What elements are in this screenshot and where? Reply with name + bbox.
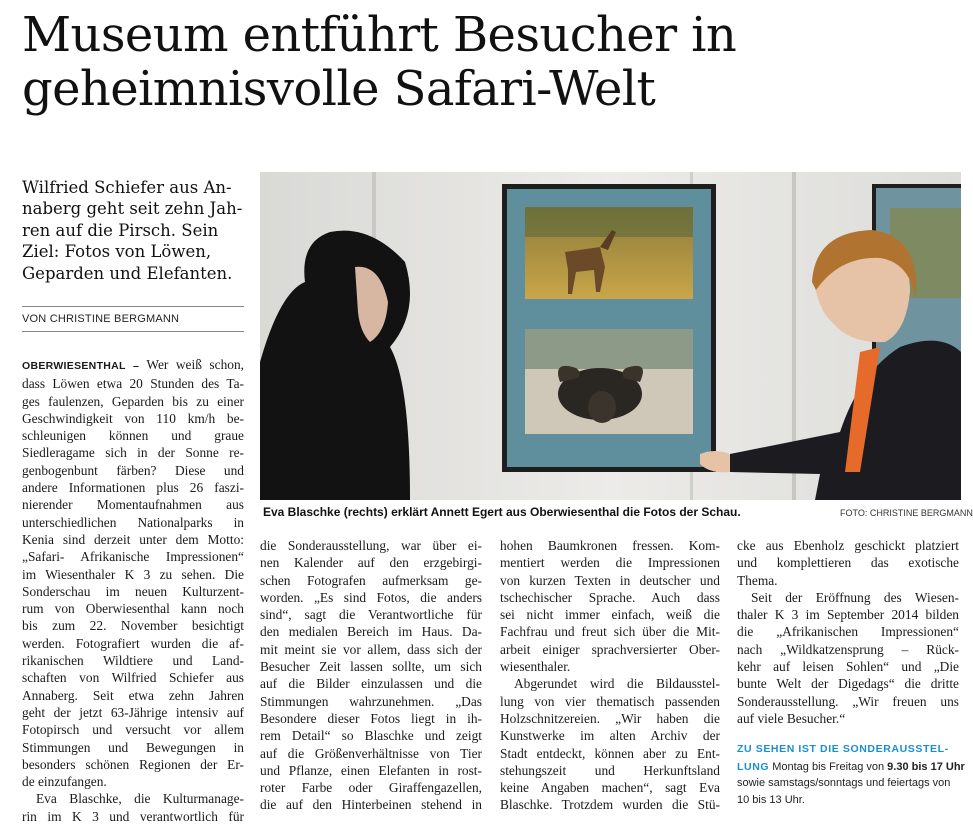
photo-credit: FOTO: CHRISTINE BERGMANN bbox=[840, 508, 973, 518]
article-line: worden. „Es sind Fotos, die anders bbox=[260, 589, 482, 605]
article-line: bunte Welt der Digedags“ die dritte bbox=[737, 676, 959, 692]
infobox-line bbox=[737, 740, 959, 758]
article-line: de einzufangen. bbox=[22, 774, 107, 790]
byline-rule-top bbox=[22, 306, 244, 307]
article-line: thaler K 3 im September 2014 bilden bbox=[737, 607, 959, 623]
article-line: wiesenthaler. bbox=[500, 659, 571, 675]
article-line: Kenia sind derzeit unter dem Motto: bbox=[22, 531, 244, 547]
article-photo bbox=[260, 172, 961, 500]
article-line: rikanischen Wildtiere und Land- bbox=[22, 653, 244, 669]
article-line: Sonderschau im neuen Kulturzent- bbox=[22, 583, 244, 599]
headline bbox=[22, 8, 962, 116]
infobox-text: Montag bis Freitag von bbox=[769, 760, 888, 773]
article-line: auf die Bilder einzulassen und die bbox=[260, 676, 482, 692]
article-line: sind“, sagt die Verantwortliche für bbox=[260, 607, 482, 623]
infobox-heading: ZU SEHEN IST DIE SONDERAUSSTEL- bbox=[737, 743, 949, 755]
article-line: Besondere dieser Fotos liegt in ih- bbox=[260, 710, 482, 726]
article-line: Eva Blaschke, die Kulturmanage- bbox=[36, 791, 244, 807]
article-line: „Safari- Afrikanische Impressionen“ bbox=[22, 549, 244, 565]
article-column-2 bbox=[260, 537, 482, 814]
article-line: cke aus Ebenholz geschickt platziert bbox=[737, 538, 959, 553]
article-line: OBERWIESENTHAL – Wer weiß schon, bbox=[22, 357, 244, 372]
article-line: Siedleragame sich in der Sonne re- bbox=[22, 445, 244, 461]
article-line: rum von Oberwiesenthal kann noch bbox=[22, 601, 244, 617]
teaser-line: naberg geht seit zehn Jah- bbox=[22, 199, 243, 219]
teaser-line: ren auf die Pirsch. Sein bbox=[22, 220, 219, 240]
article-line: schen Fotografen aufmerksam ge- bbox=[260, 572, 482, 588]
teaser-line: Geparden und Elefanten. bbox=[22, 263, 233, 283]
framed-photo-main bbox=[502, 184, 716, 472]
article-line: bis zum 22. November besichtigt bbox=[22, 618, 244, 634]
article-line: Fotopirsch und versucht vor allem bbox=[22, 722, 244, 738]
article-line: auf viele Besucher.“ bbox=[737, 710, 846, 726]
byline-rule-bottom bbox=[22, 331, 244, 332]
article-line: die Sonderausstellung, war über ei- bbox=[260, 538, 482, 553]
article-line: dass Löwen etwa 20 Stunden des Ta- bbox=[22, 376, 244, 392]
article-line: Stadt entdeckt, können aber zu Ent- bbox=[500, 745, 720, 761]
article-line: und komplettieren das exotische bbox=[737, 555, 959, 571]
article-line: Fachfrau und freut sich über die Mit- bbox=[500, 624, 720, 640]
article-line: sei nicht immer einfach, weiß die bbox=[500, 607, 720, 623]
article-line: Seit der Eröffnung des Wiesen- bbox=[751, 589, 959, 605]
article-line: die „Afrikanischen Impressionen“ bbox=[737, 624, 959, 640]
article-line: und Pflanze, einen Elefanten in rost- bbox=[260, 762, 482, 778]
article-line: geht der jetzt 63-Jährige intensiv auf bbox=[22, 704, 244, 720]
article-line: tschechischer Sprache. Auch dass bbox=[500, 589, 720, 605]
article-line: lung von vier thematisch passenden bbox=[500, 693, 720, 709]
infobox-heading: LUNG bbox=[737, 760, 770, 773]
article-line: mentiert werden die Impressionen bbox=[500, 555, 720, 571]
article-line: die auf den Hinterbeinen stehend in bbox=[260, 797, 482, 813]
article-line: von kurzen Texten in deutscher und bbox=[500, 572, 720, 588]
photo-illustration bbox=[260, 172, 961, 500]
byline: VON CHRISTINE BERGMANN bbox=[22, 313, 180, 325]
article-column-3 bbox=[500, 537, 720, 814]
article-line: kehr auf leisen Sohlen“ und „Die bbox=[737, 659, 959, 675]
article-line: ges faulenzen, Geparden bis zu einer bbox=[22, 393, 244, 409]
article-line: roter Farbe oder Giraffengazellen, bbox=[260, 780, 482, 796]
article-line: Holzschnitzereien. „Wir haben die bbox=[500, 710, 720, 726]
article-line: andere Informationen plus 26 faszi- bbox=[22, 480, 244, 496]
article-line: im Wiesenthaler K 3 zu sehen. Die bbox=[22, 566, 244, 582]
article-line: rin im K 3 und verantwortlich für bbox=[22, 808, 244, 824]
article-line: keine Angaben machen“, sagt Eva bbox=[500, 780, 720, 796]
article-column-4 bbox=[737, 537, 959, 727]
infobox-line: sowie samstags/sonntags und feiertags von bbox=[737, 777, 951, 789]
infobox-line bbox=[737, 758, 965, 776]
article-line: den medialen Bereich im Haus. Da- bbox=[260, 624, 482, 640]
article-line: mit meint sie vor allem, dass sich der bbox=[260, 641, 482, 657]
photo-caption: Eva Blaschke (rechts) erklärt Annett Egert aus Oberwiesenthal die Fotos der Schau. bbox=[263, 505, 741, 519]
article-line: genbogenbunt färben? Diese und bbox=[22, 462, 244, 478]
article-line: Stimmungen wahrzunehmen. „Das bbox=[260, 693, 482, 709]
dateline: OBERWIESENTHAL – bbox=[22, 360, 140, 372]
article-line: besonders schönen Regionen der Er- bbox=[22, 756, 244, 772]
article-line: rem Detail“ so Blaschke und zeigt bbox=[260, 728, 482, 744]
article-line: Kunstwerke im alten Archiv der bbox=[500, 728, 720, 744]
article-line: nierender Momentaufnahmen aus bbox=[22, 497, 244, 513]
teaser bbox=[22, 177, 244, 284]
infobox-line: 10 bis 13 Uhr. bbox=[737, 793, 805, 806]
article-line: werden. Fotografiert wurden die af- bbox=[22, 635, 244, 651]
article-line: schaften von Wilfried Schiefer aus bbox=[22, 670, 244, 686]
article-line: Annaberg. Seit etwa zehn Jahren bbox=[22, 687, 244, 703]
article-line: Sonderausstellung. „Wir freuen uns bbox=[737, 693, 959, 709]
infobox bbox=[737, 740, 965, 808]
teaser-line: Wilfried Schiefer aus An- bbox=[22, 178, 232, 197]
article-line: arbeit einiger sprachversierter Ober- bbox=[500, 641, 720, 657]
article-line: nach „Wildkatzensprung – Rück- bbox=[737, 641, 959, 657]
article-line: stehungszeit und Herkunftsland bbox=[500, 762, 720, 778]
article-column-1 bbox=[22, 356, 244, 825]
headline-line-2: geheimnisvolle Safari-Welt bbox=[22, 61, 656, 117]
article-line: Geschwindigkeit von 110 km/h be- bbox=[22, 410, 244, 426]
article-line: auf die Größenverhältnisse von Tier bbox=[260, 745, 482, 761]
article-line: Stimmungen und Bewegungen in bbox=[22, 739, 244, 755]
article-line: unterschiedlichen Nationalparks in bbox=[22, 514, 244, 530]
infobox-hours: 9.30 bis 17 Uhr bbox=[887, 760, 965, 773]
article-line: Besucher Zeit lassen sollte, um sich bbox=[260, 659, 482, 675]
teaser-line: Ziel: Fotos von Löwen, bbox=[22, 242, 212, 262]
article-line: hohen Baumkronen fressen. Kom- bbox=[500, 538, 720, 553]
article-line: Abgerundet wird die Bildausstel- bbox=[514, 676, 720, 692]
article-line: nen Kalender auf den erzgebirgi- bbox=[260, 555, 482, 571]
article-line: Thema. bbox=[737, 572, 778, 588]
article-line: Blaschke. Trotzdem wurden die Stü- bbox=[500, 797, 720, 813]
headline-line-1: Museum entführt Besucher in bbox=[22, 7, 737, 63]
article-line: schleunigen können und graue bbox=[22, 428, 244, 444]
